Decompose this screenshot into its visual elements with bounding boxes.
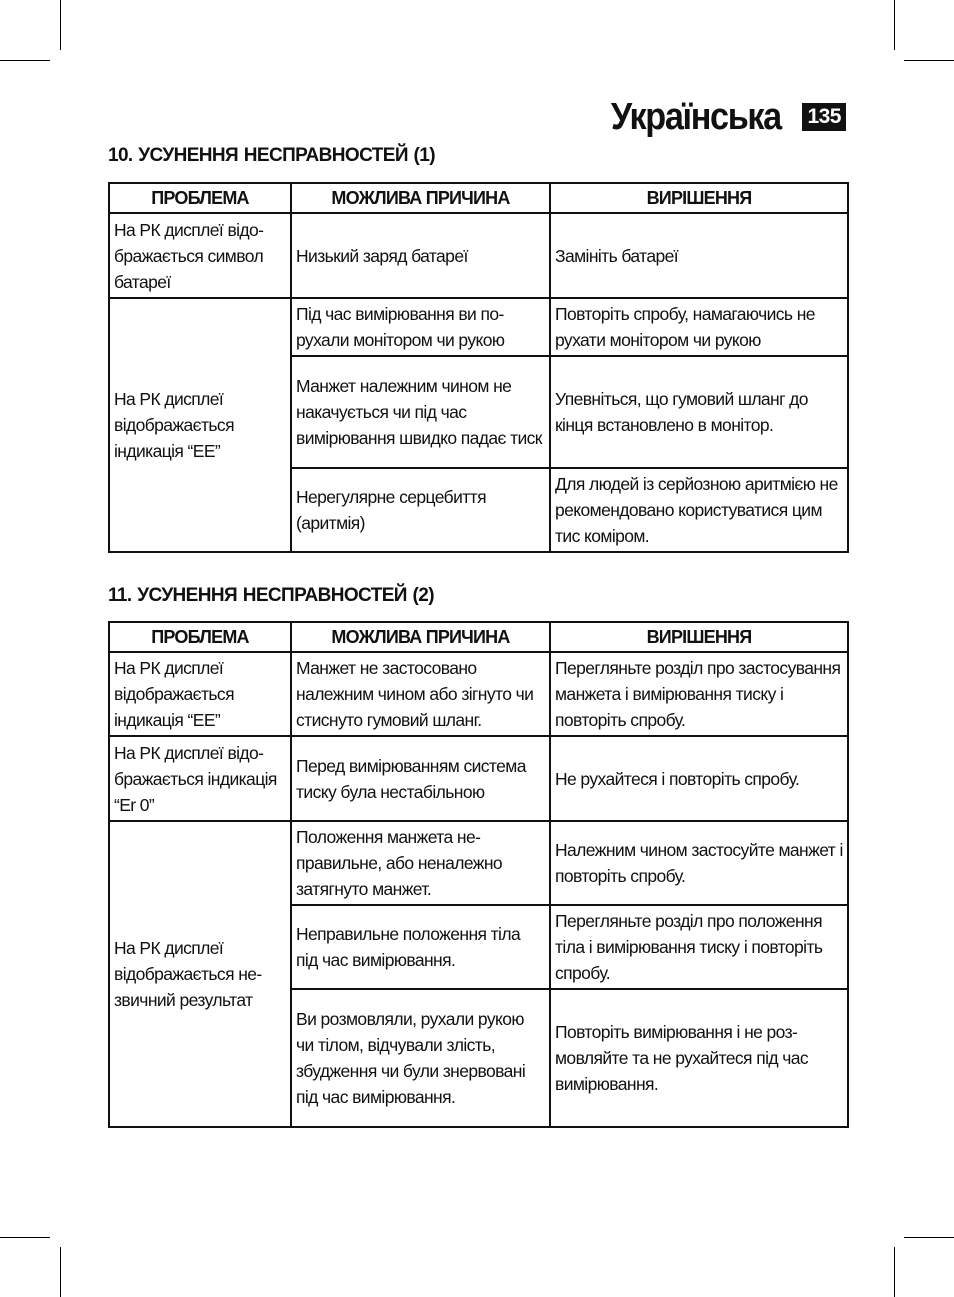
solution-cell: Належним чином застосуйте манжет і повторіть спробу.	[550, 821, 848, 905]
cause-cell: Ви розмовляли, рухали рукою чи тілом, відчували злість, збудження чи були знервовані під час вимірювання.	[291, 989, 550, 1127]
crop-mark	[0, 60, 50, 61]
problem-cell: На РК дисплеї відображається незвичний результат	[109, 821, 291, 1127]
solution-cell: Перегляньте розділ про застосування манжета і вимірювання тиску і повторіть спробу.	[550, 652, 848, 736]
cause-cell: Манжет не застосовано належним чином або зігнуто чи стиснуто гумовий шланг.	[291, 652, 550, 736]
problem-cell: На РК дисплеї відображається індикація “EE”	[109, 298, 291, 552]
language-title: Українська	[610, 95, 781, 138]
table-row	[109, 652, 848, 736]
header-solution: ВИРІШЕННЯ	[550, 622, 848, 652]
table-row	[109, 821, 848, 905]
crop-mark	[0, 1237, 50, 1238]
cause-cell: Положення манжета неправильне, або неналежно затягнуто манжет.	[291, 821, 550, 905]
cause-cell: Манжет належним чином не накачується чи під час вимірювання швидко падає тиск	[291, 356, 550, 468]
solution-cell: Для людей із серйозною аритмією не рекомендовано користуватися цим тис коміром.	[550, 468, 848, 552]
header-problem: ПРОБЛЕМА	[109, 183, 291, 213]
cause-cell: Низький заряд батареї	[291, 213, 550, 298]
crop-mark	[60, 1247, 61, 1297]
solution-cell: Упевніться, що гумовий шланг до кінця встановлено в монітор.	[550, 356, 848, 468]
crop-mark	[894, 1247, 895, 1297]
solution-cell: Повторіть вимірювання і не розмовляйте та не рухайтеся під час вимірювання.	[550, 989, 848, 1127]
troubleshooting-table-2	[108, 621, 849, 1128]
solution-cell: Замініть батареї	[550, 213, 848, 298]
cause-cell: Під час вимірювання ви порухали монітором чи рукою	[291, 298, 550, 356]
crop-mark	[894, 0, 895, 50]
table-header-row	[109, 183, 848, 213]
crop-mark	[904, 60, 954, 61]
header-cause: МОЖЛИВА ПРИЧИНА	[291, 183, 550, 213]
table-row	[109, 213, 848, 298]
header-problem: ПРОБЛЕМА	[109, 622, 291, 652]
problem-cell: На РК дисплеї відображається індикація “EE”	[109, 652, 291, 736]
table-row	[109, 298, 848, 356]
section-title-11: 11. УСУНЕННЯ НЕСПРАВНОСТЕЙ (2)	[108, 585, 434, 606]
cause-cell: Неправильне положення тіла під час вимірювання.	[291, 905, 550, 989]
solution-cell: Перегляньте розділ про положення тіла і вимірювання тиску і повторіть спробу.	[550, 905, 848, 989]
page-header	[592, 96, 846, 138]
troubleshooting-table-1	[108, 182, 849, 553]
page-number: 135	[802, 103, 846, 131]
cause-cell: Перед вимірюванням система тиску була нестабільною	[291, 736, 550, 821]
problem-cell: На РК дисплеї відображається символ батареї	[109, 213, 291, 298]
table-header-row	[109, 622, 848, 652]
header-cause: МОЖЛИВА ПРИЧИНА	[291, 622, 550, 652]
section-title-10: 10. УСУНЕННЯ НЕСПРАВНОСТЕЙ (1)	[108, 145, 435, 166]
header-solution: ВИРІШЕННЯ	[550, 183, 848, 213]
problem-cell: На РК дисплеї відображається індикація “Er 0”	[109, 736, 291, 821]
table-row	[109, 736, 848, 821]
solution-cell: Не рухайтеся і повторіть спробу.	[550, 736, 848, 821]
crop-mark	[60, 0, 61, 50]
solution-cell: Повторіть спробу, намагаючись не рухати монітором чи рукою	[550, 298, 848, 356]
crop-mark	[904, 1237, 954, 1238]
cause-cell: Нерегулярне серцебиття (аритмія)	[291, 468, 550, 552]
